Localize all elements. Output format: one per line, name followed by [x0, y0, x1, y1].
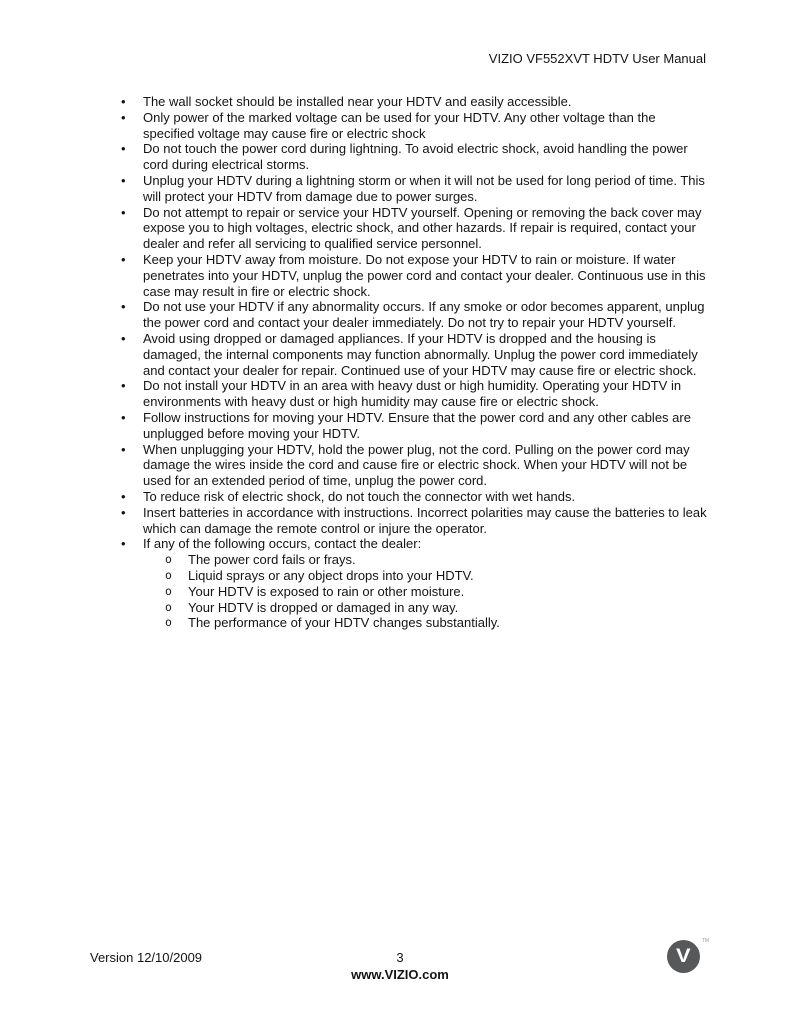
- bullet-text: Do not use your HDTV if any abnormality occurs. If any smoke or odor becomes apparent, unplug the power cord and contact your dealer immediately. Do not try to repair your HDTV yourself.: [143, 299, 705, 331]
- bullet-item: [121, 378, 709, 410]
- bullet-text: Do not attempt to repair or service your HDTV yourself. Opening or removing the back cover may expose you to high voltages, electric shock, and other hazards. If repair is required, contact your dealer and refer all servicing to qualified service personnel.: [143, 204, 702, 252]
- sub-bullet-item: [165, 584, 709, 600]
- bullet-icon: •: [121, 536, 126, 552]
- circle-bullet-icon: o: [165, 599, 172, 614]
- bullet-text: To reduce risk of electric shock, do not touch the connector with wet hands.: [143, 488, 576, 504]
- circle-bullet-icon: o: [165, 552, 172, 567]
- bullet-icon: •: [121, 330, 126, 346]
- bullet-item: [121, 410, 709, 442]
- sub-bullet-item: [165, 615, 709, 631]
- sub-bullet-item: [165, 568, 709, 584]
- bullet-item: [121, 110, 709, 142]
- sub-bullet-text: The power cord fails or frays.: [188, 552, 356, 568]
- safety-instructions-list: [121, 94, 709, 631]
- trademark-symbol: TM: [701, 938, 709, 944]
- bullet-icon: •: [121, 94, 126, 109]
- bullet-icon: •: [121, 204, 126, 220]
- sub-bullet-text: Your HDTV is exposed to rain or other moisture.: [188, 583, 465, 599]
- vizio-logo: [667, 938, 709, 973]
- bullet-icon: •: [121, 504, 126, 520]
- bullet-item: [121, 252, 709, 299]
- bullet-icon: •: [121, 441, 126, 457]
- bullet-item: [121, 205, 709, 252]
- bullet-text: Follow instructions for moving your HDTV. Ensure that the power cord and any other cables are unplugged before moving your HDTV.: [143, 409, 691, 441]
- footer-version: Version 12/10/2009: [90, 950, 203, 965]
- website-text: www.VIZIO.com: [351, 967, 449, 982]
- bullet-text: The wall socket should be installed near your HDTV and easily accessible.: [143, 94, 572, 109]
- bullet-item: [121, 299, 709, 331]
- circle-bullet-icon: o: [165, 567, 172, 582]
- bullet-text: Do not touch the power cord during lightning. To avoid electric shock, avoid handling the power cord during electrical storms.: [143, 141, 688, 173]
- bullet-icon: •: [121, 141, 126, 157]
- header-title: VIZIO VF552XVT HDTV User Manual: [488, 51, 706, 66]
- bullet-text: If any of the following occurs, contact the dealer:: [143, 536, 422, 552]
- bullet-icon: •: [121, 488, 126, 504]
- sub-bullet-text: The performance of your HDTV changes substantially.: [188, 615, 500, 631]
- bullet-text: When unplugging your HDTV, hold the power plug, not the cord. Pulling on the power cord may damage the wires inside the cord and cause fire or electric shock. When your HDTV will not be used for an extended period of time, unplug the power cord.: [143, 441, 690, 489]
- bullet-item: [121, 505, 709, 537]
- bullet-icon: •: [121, 251, 126, 267]
- bullet-text: Unplug your HDTV during a lightning storm or when it will not be used for long period of time. This will protect your HDTV from damage due to power surges.: [143, 172, 705, 204]
- bullet-icon: •: [121, 378, 126, 394]
- bullet-item: [121, 173, 709, 205]
- bullet-text: Insert batteries in accordance with instructions. Incorrect polarities may cause the batteries to leak which can damage the remote control or injure the operator.: [143, 504, 707, 536]
- bullet-item: [121, 331, 709, 378]
- circle-bullet-icon: o: [165, 615, 172, 630]
- bullet-item: [121, 94, 709, 110]
- sub-bullet-text: Your HDTV is dropped or damaged in any way.: [188, 599, 459, 615]
- bullet-text: Only power of the marked voltage can be used for your HDTV. Any other voltage than the specified voltage may cause fire or electric shock: [143, 109, 656, 141]
- vizio-logo-v: V: [676, 946, 691, 967]
- bullet-icon: •: [121, 299, 126, 315]
- bullet-item: [121, 536, 709, 552]
- bullet-item: [121, 442, 709, 489]
- page-header: [0, 51, 706, 66]
- bullet-text: Do not install your HDTV in an area with heavy dust or high humidity. Operating your HDTV in environments with heavy dust or high humidity may cause fire or electric shock.: [143, 378, 682, 410]
- page-number: 3: [396, 950, 404, 965]
- sub-bullet-item: [165, 600, 709, 616]
- sub-bullet-item: [165, 552, 709, 568]
- sub-bullet-text: Liquid sprays or any object drops into your HDTV.: [188, 567, 474, 583]
- bullet-item: [121, 489, 709, 505]
- bullet-text: Keep your HDTV away from moisture. Do not expose your HDTV to rain or moisture. If water penetrates into your HDTV, unplug the power cord and contact your dealer. Continuous use in this case may result in fire or electric shock.: [143, 251, 706, 299]
- bullet-icon: •: [121, 409, 126, 425]
- bullet-icon: •: [121, 172, 126, 188]
- circle-bullet-icon: o: [165, 583, 172, 598]
- bullet-item: [121, 141, 709, 173]
- bullet-text: Avoid using dropped or damaged appliances. If your HDTV is dropped and the housing is damaged, the internal components may function abnormally. Unplug the power cord immediately and contact your dealer for repair. Continued use of your HDTV may cause fire or electric shock.: [143, 330, 698, 378]
- bullet-icon: •: [121, 109, 126, 125]
